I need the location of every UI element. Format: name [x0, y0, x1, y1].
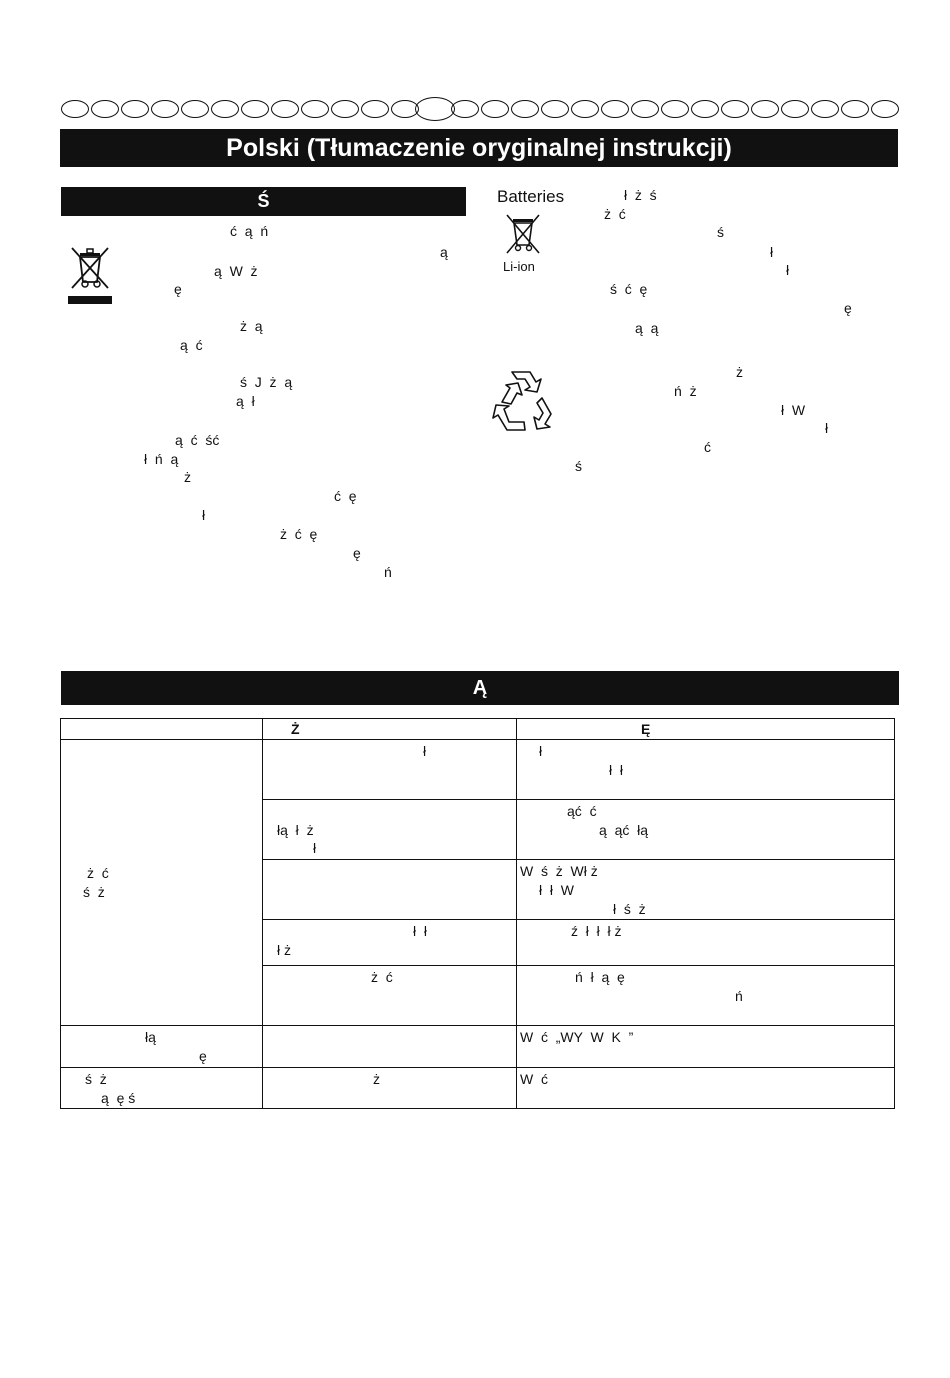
remedy-cell: ń ł ą ę ń — [517, 966, 895, 1026]
environment-text-line: ę — [353, 545, 361, 561]
language-oval — [151, 100, 179, 118]
page-title: Polski (Tłumaczenie oryginalnej instrukcji) — [60, 129, 898, 167]
language-oval — [121, 100, 149, 118]
language-oval — [211, 100, 239, 118]
language-oval — [751, 100, 779, 118]
environment-text-line: ł ń ą — [144, 451, 179, 467]
batteries-text-line: ś — [717, 224, 724, 240]
recycling-text-line: ł — [825, 420, 829, 436]
cause-cell — [263, 1026, 517, 1068]
batteries-text-line: ę — [844, 300, 852, 316]
table-header-row — [61, 719, 895, 740]
environment-text-line: ć ę — [334, 488, 357, 504]
language-oval — [91, 100, 119, 118]
language-oval — [331, 100, 359, 118]
language-oval — [241, 100, 269, 118]
environment-text-line: ą ć ść — [175, 432, 220, 448]
language-oval — [181, 100, 209, 118]
problem-cell: ś ż ą ę ś — [61, 1068, 263, 1109]
language-oval — [271, 100, 299, 118]
remedy-cell: ź ł ł ł ż — [517, 920, 895, 966]
language-oval — [571, 100, 599, 118]
cause-cell — [263, 860, 517, 920]
language-oval — [691, 100, 719, 118]
batteries-text-line: ł ż ś — [624, 187, 657, 203]
language-oval — [451, 100, 479, 118]
language-oval — [481, 100, 509, 118]
crossed-out-wheelie-bin-icon — [66, 244, 114, 306]
batteries-text-line: ł — [786, 262, 790, 278]
environment-text-line: ś J ż ą — [240, 374, 293, 390]
batteries-label: Batteries — [497, 187, 565, 206]
language-oval — [631, 100, 659, 118]
troubleshooting-table — [60, 718, 895, 1109]
cause-cell: ż — [263, 1068, 517, 1109]
header-cell-problem — [61, 719, 263, 740]
language-oval — [781, 100, 809, 118]
environment-text-line: ż ć ę — [280, 526, 318, 542]
remedy-cell: W ć „WY W K ” — [517, 1026, 895, 1068]
environment-text-line: ł — [202, 507, 206, 523]
language-oval — [661, 100, 689, 118]
troubleshooting-section-heading: Ą — [61, 671, 899, 705]
environment-text-line: ę — [174, 281, 182, 297]
language-oval — [511, 100, 539, 118]
environment-section-heading: Ś — [61, 187, 466, 216]
batteries-text-line: ą ą — [635, 320, 659, 336]
language-oval — [301, 100, 329, 118]
table-row — [61, 740, 895, 800]
remedy-cell: ąć ć ą ąć łą — [517, 800, 895, 860]
recycling-text-line: ż — [736, 364, 743, 380]
environment-text-line: ż ą — [240, 318, 263, 334]
li-ion-label: Li-ion — [503, 259, 535, 274]
environment-text-line: ć ą ń — [230, 223, 269, 239]
table-row — [61, 1068, 895, 1109]
language-oval — [61, 100, 89, 118]
language-oval-active — [415, 97, 455, 121]
language-oval — [361, 100, 389, 118]
environment-text-line: ą W ż — [214, 263, 258, 279]
language-oval — [601, 100, 629, 118]
recycling-arrows-icon — [490, 366, 560, 436]
table-row — [61, 1026, 895, 1068]
environment-text-line: ż — [184, 469, 191, 485]
recycling-text-line: ś — [575, 458, 582, 474]
cause-cell: łą ł ż ł — [263, 800, 517, 860]
header-cell-remedy: Ę — [517, 719, 895, 740]
environment-text-line: ą ć — [180, 337, 203, 353]
recycling-text-line: ć — [704, 439, 711, 455]
language-oval — [841, 100, 869, 118]
cause-cell: ż ć — [263, 966, 517, 1026]
environment-text-line: ą — [440, 244, 448, 260]
remedy-cell: ł ł ł — [517, 740, 895, 800]
environment-text-line: ą ł — [236, 393, 255, 409]
batteries-text-line: ś ć ę — [610, 281, 648, 297]
batteries-text-line: ż ć — [604, 206, 626, 222]
cause-cell: ł — [263, 740, 517, 800]
problem-cell: łą ę — [61, 1026, 263, 1068]
language-oval — [721, 100, 749, 118]
environment-text-line: ń — [384, 564, 392, 580]
language-oval — [871, 100, 899, 118]
crossed-out-battery-bin-icon — [502, 213, 544, 259]
batteries-text-line: ł — [770, 244, 774, 260]
language-oval — [541, 100, 569, 118]
problem-cell: ż ć ś ż — [61, 740, 263, 1026]
language-oval — [811, 100, 839, 118]
recycling-text-line: ń ż — [674, 383, 697, 399]
recycling-text-line: ł W — [781, 402, 806, 418]
language-selector-ovals — [60, 97, 900, 121]
remedy-cell: W ś ż Wł ż ł ł W ł ś ż — [517, 860, 895, 920]
cause-cell: ł ł ł ż — [263, 920, 517, 966]
header-cell-cause: Ż — [263, 719, 517, 740]
remedy-cell: W ć — [517, 1068, 895, 1109]
